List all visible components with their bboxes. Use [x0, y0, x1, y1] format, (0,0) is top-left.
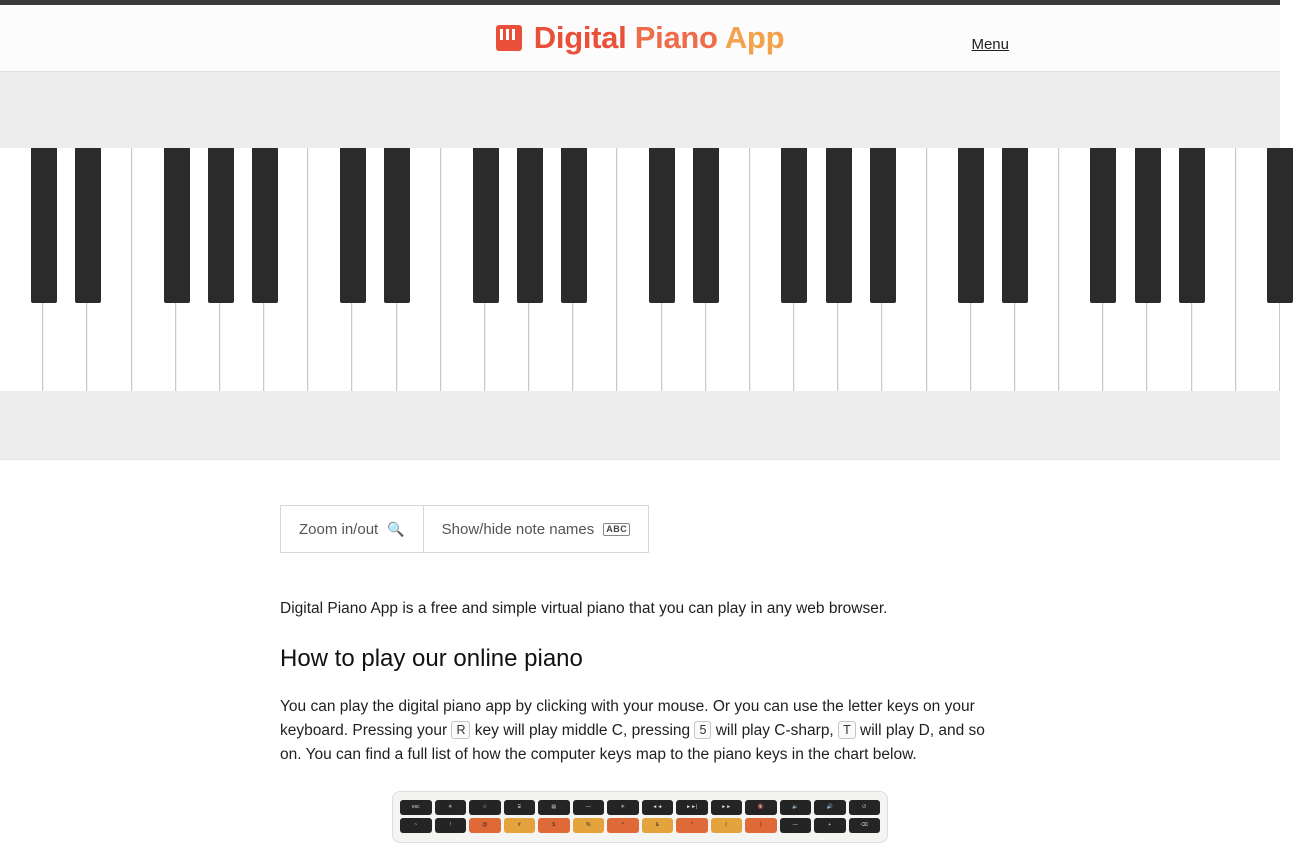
piano-black-key[interactable] — [1179, 148, 1205, 303]
piano-black-key[interactable] — [340, 148, 366, 303]
site-header — [0, 5, 1280, 71]
piano-controls — [280, 505, 1280, 553]
keyboard-figure-key: ~ — [400, 818, 432, 833]
keyboard-figure-key: % — [573, 818, 605, 833]
keyboard-figure-key: ►► — [711, 800, 743, 815]
piano-black-key[interactable] — [208, 148, 234, 303]
piano-black-key[interactable] — [1267, 148, 1293, 303]
zoom-control-button[interactable] — [280, 505, 424, 553]
keyboard-figure-key: ►►| — [676, 800, 708, 815]
piano-black-key[interactable] — [870, 148, 896, 303]
keyboard-figure-key: 🔊 — [814, 800, 846, 815]
piano-top-pad — [0, 72, 1280, 148]
key-r: R — [451, 721, 470, 739]
section-heading: How to play our online piano — [280, 645, 583, 672]
keyboard-figure-key: ⌸ — [504, 800, 536, 815]
piano-black-key[interactable] — [384, 148, 410, 303]
piano-keyboard[interactable] — [0, 148, 1280, 391]
page-content — [0, 460, 1280, 843]
keyboard-figure-key: # — [504, 818, 536, 833]
piano-black-key[interactable] — [164, 148, 190, 303]
keyboard-figure-key: ) — [745, 818, 777, 833]
magnifier-icon: 🔍 — [387, 521, 405, 537]
keyboard-figure-key: ⏻ — [849, 800, 881, 815]
keyboard-figure-key: 🔇 — [745, 800, 777, 815]
para-segment-3: will play C-sharp, — [715, 722, 834, 739]
piano-black-key[interactable] — [958, 148, 984, 303]
keyboard-figure-key: ☆ — [469, 800, 501, 815]
keyboard-figure-key: — — [573, 800, 605, 815]
keyboard-figure-key: ☀ — [607, 800, 639, 815]
piano-black-key[interactable] — [31, 148, 57, 303]
abc-icon: ABC — [603, 523, 630, 536]
keyboard-figure-key: * — [676, 818, 708, 833]
title-word-3: App — [724, 20, 785, 55]
para-segment-4: will play D, and so on. You can find a full list of how the computer keys map to the piano keys in the chart below. — [280, 722, 985, 763]
keyboard-figure-key: & — [642, 818, 674, 833]
piano-black-key[interactable] — [75, 148, 101, 303]
piano-black-key[interactable] — [252, 148, 278, 303]
para-segment-1: You can play the digital piano app by clicking with your mouse. Or you can use the letter keys on your keyboard. Pressing your — [280, 698, 975, 739]
para-segment-2: key will play middle C, pressing — [474, 722, 691, 739]
piano-black-key[interactable] — [693, 148, 719, 303]
how-to-play-paragraph — [280, 695, 1000, 767]
piano-black-key[interactable] — [649, 148, 675, 303]
brand[interactable] — [496, 20, 784, 56]
keyboard-figure-key: ! — [435, 818, 467, 833]
keyboard-figure-row-numbers — [400, 818, 880, 833]
keyboard-figure-key: 🔉 — [780, 800, 812, 815]
note-names-control-label: Show/hide note names — [441, 520, 595, 538]
keyboard-figure-key: — — [780, 818, 812, 833]
keyboard-figure-key: ( — [711, 818, 743, 833]
title-word-1: Digital — [533, 20, 627, 55]
keyboard-figure-key: ☀ — [435, 800, 467, 815]
piano-black-key[interactable] — [1090, 148, 1116, 303]
title-word-2: Piano — [634, 20, 718, 55]
zoom-control-label: Zoom in/out — [299, 520, 379, 538]
keyboard-figure-row-function — [400, 800, 880, 815]
piano-black-key[interactable] — [826, 148, 852, 303]
keyboard-figure-key: ^ — [607, 818, 639, 833]
intro-text: Digital Piano App is a free and simple virtual piano that you can play in any web browser. — [280, 600, 888, 617]
piano-bottom-pad — [0, 391, 1280, 459]
key-5: 5 — [694, 721, 711, 739]
piano-black-key[interactable] — [781, 148, 807, 303]
piano-black-key[interactable] — [473, 148, 499, 303]
keyboard-figure-key: $ — [538, 818, 570, 833]
laptop-keyboard-figure — [392, 791, 888, 843]
keyboard-figure-key: ◄◄ — [642, 800, 674, 815]
note-names-control-button[interactable] — [424, 505, 650, 553]
keyboard-figure-key: ▤ — [538, 800, 570, 815]
keyboard-figure-key: @ — [469, 818, 501, 833]
keyboard-figure-key: + — [814, 818, 846, 833]
piano-panel — [0, 71, 1280, 460]
menu-link[interactable]: Menu — [971, 36, 1009, 53]
piano-black-key[interactable] — [561, 148, 587, 303]
keyboard-figure-key: esc — [400, 800, 432, 815]
key-t: T — [838, 721, 856, 739]
piano-logo-icon — [496, 25, 522, 51]
piano-black-key[interactable] — [1002, 148, 1028, 303]
piano-black-key[interactable] — [517, 148, 543, 303]
piano-black-key[interactable] — [1135, 148, 1161, 303]
keyboard-figure-key: ⌫ — [849, 818, 881, 833]
page-title — [534, 20, 784, 56]
